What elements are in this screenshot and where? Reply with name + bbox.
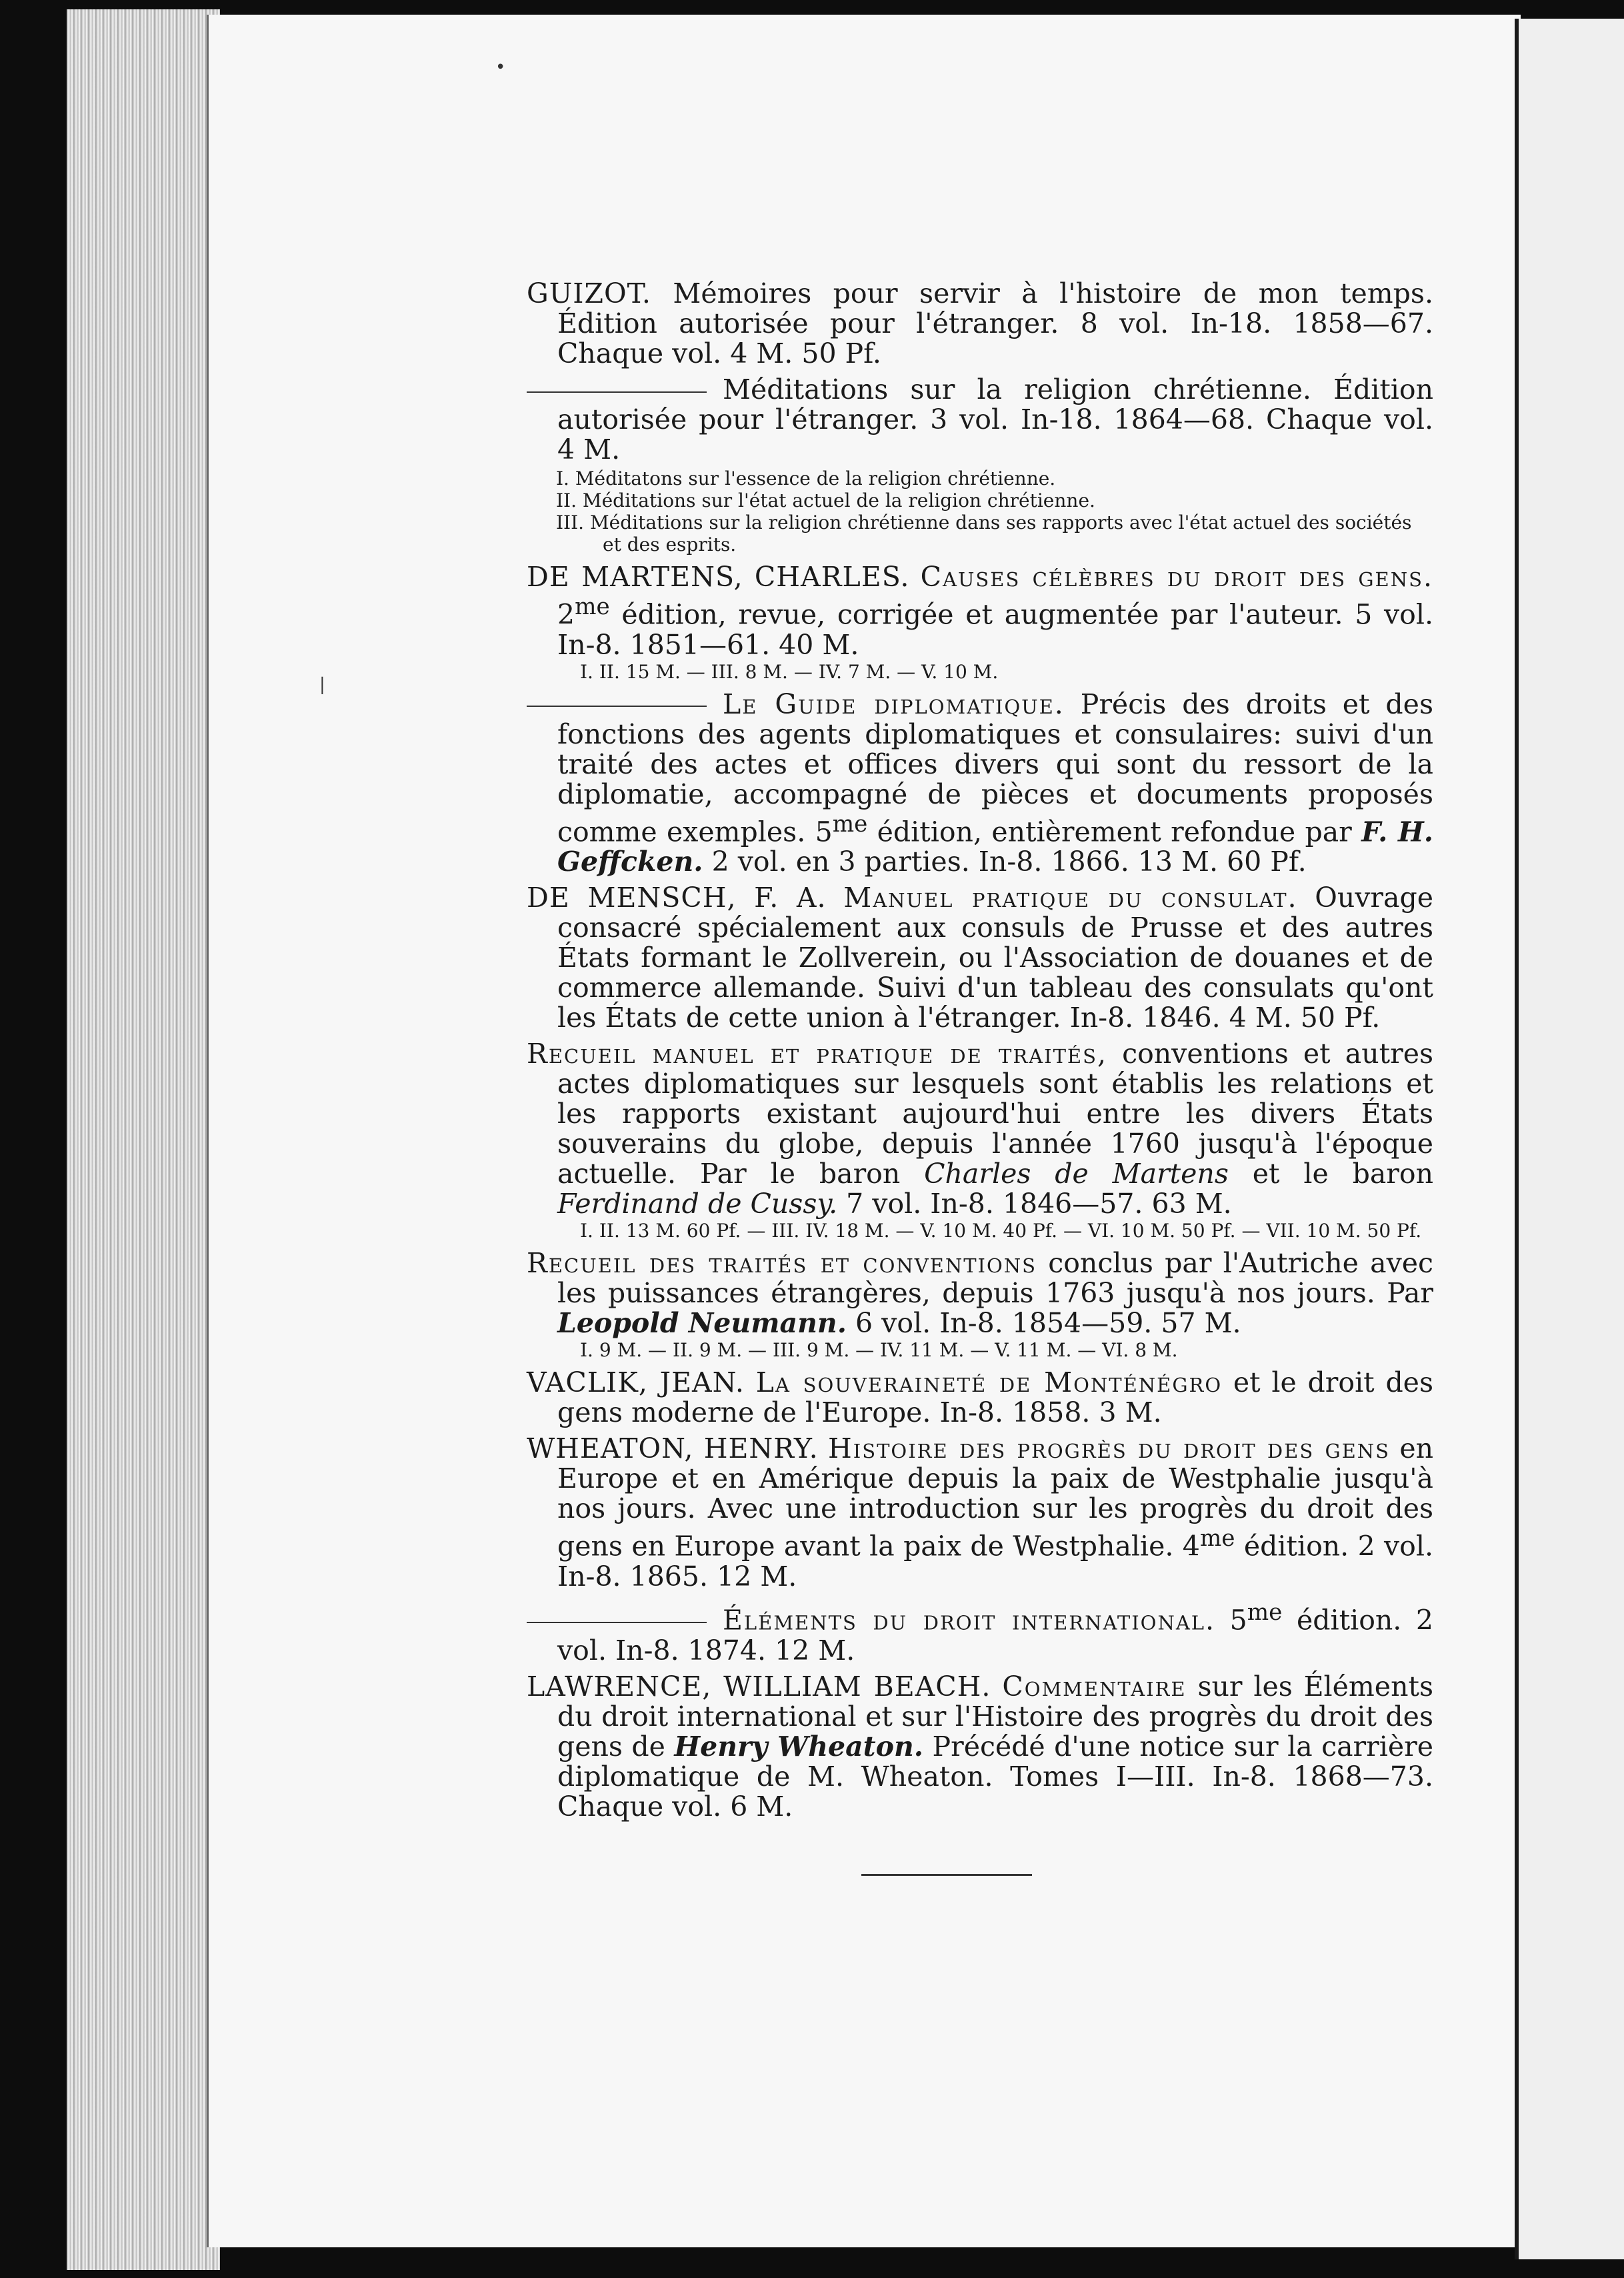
editor-name: Henry Wheaton.	[674, 1730, 924, 1763]
entry-text: Ouvrage consacré spécialement aux consuls de Prusse et des autres États formant le Zollverein, ou l'Association de douanes et de commerce allemande. Suivi d'un tableau des consulats qu'ont les États de cette union à l'étranger. In-8. 1846. 4 M. 50 Pf.	[557, 882, 1433, 1034]
volume-item: I. Méditatons sur l'essence de la religion chrétienne.	[556, 467, 1056, 489]
entry-text: édition, entièrement refondue par	[867, 816, 1362, 848]
entry-text: édition. 2 vol. In-8. 1865. 12 M.	[557, 1530, 1434, 1592]
speck: |	[319, 675, 325, 695]
entry-text: Méditations sur la religion chrétienne. Édition autorisée pour l'étranger. 3 vol. In-18. 1864—68. Chaque vol. 4 M.	[557, 373, 1433, 465]
repeat-author-dash	[527, 706, 707, 707]
entry-text: Précédé d'une notice sur la carrière diplomatique de M. Wheaton. Tomes I—III. In-8. 1868—73. Chaque vol. 6 M.	[557, 1730, 1433, 1823]
price-list: I. II. 15 M. — III. 8 M. — IV. 7 M. — V. 10 M.	[580, 660, 999, 683]
work-title: Manuel pratique du consulat.	[843, 882, 1298, 914]
author-name: LAWRENCE, WILLIAM BEACH.	[527, 1670, 991, 1702]
entry-guizot-memoires	[527, 279, 1433, 369]
entry-text: 7 vol. In-8. 1846—57. 63 M.	[837, 1188, 1232, 1220]
volume-item: III. Méditations sur la religion chrétienne dans ses rapports avec l'état actuel des sociétés et des esprits.	[556, 511, 1412, 555]
repeat-author-dash	[527, 391, 707, 393]
entry-text: et le droit des gens moderne de l'Europe. In-8. 1858. 3 M.	[557, 1366, 1433, 1429]
author-name: VACLIK, JEAN.	[527, 1366, 745, 1399]
entry-text: 6 vol. In-8. 1854—59. 57 M.	[847, 1307, 1241, 1340]
work-title: Éléments du droit international.	[723, 1604, 1216, 1636]
facing-page	[1515, 19, 1624, 2259]
entry-recueil-autriche	[527, 1248, 1433, 1338]
work-title: Le Guide diplomatique.	[723, 688, 1065, 720]
work-title: Commentaire	[1002, 1670, 1187, 1702]
entry-text: en Europe et en Amérique depuis la paix de Westphalie jusqu'à nos jours. Avec une introduction sur les progrès du droit des gens en Europe avant la paix de Westphalie. 4	[557, 1432, 1434, 1562]
editor-name: Ferdinand de Cussy.	[557, 1188, 838, 1220]
repeat-author-dash	[527, 1622, 707, 1623]
entry-text: Mémoires pour servir à l'histoire de mon temps. Édition autorisée pour l'étranger. 8 vol. In-18. 1858—67. Chaque vol. 4 M. 50 Pf.	[557, 277, 1433, 369]
entry-wheaton-elements	[527, 1598, 1433, 1666]
entry-text: édition. 2 vol. In-8. 1874. 12 M.	[557, 1604, 1433, 1666]
price-list: I. II. 13 M. 60 Pf. — III. IV. 18 M. — V. 10 M. 40 Pf. — VI. 10 M. 50 Pf. — VII. 10 M. 50 Pf.	[580, 1220, 1422, 1242]
entry-text: sur les Éléments du droit international et sur l'Histoire des progrès du droit des gens de	[557, 1670, 1433, 1763]
entry-guide-diplomatique	[527, 690, 1433, 878]
speck: •	[495, 57, 506, 77]
entry-vaclik	[527, 1368, 1433, 1428]
entry-text: 5	[1215, 1604, 1247, 1636]
work-title: Histoire des progrès du droit des gens	[828, 1432, 1391, 1465]
author-name: DE MENSCH, F. A.	[527, 882, 827, 914]
editor-name: Leopold Neumann.	[557, 1307, 847, 1340]
editor-name: Charles de Martens	[924, 1158, 1229, 1190]
work-title: Causes célèbres du droit des gens.	[920, 561, 1433, 593]
entry-text: et le baron	[1228, 1158, 1433, 1190]
entry-wheaton-histoire	[527, 1434, 1433, 1592]
work-title: La souveraineté de Monténégro	[755, 1366, 1223, 1399]
editor-name: F. H. Geffcken.	[557, 816, 1433, 878]
work-title: Recueil des traités et conventions	[527, 1247, 1037, 1280]
entry-text: Précis des droits et des fonctions des agents diplomatiques et consulaires: suivi d'un traité des actes et offices divers qui sont du ressort de la diplomatie, accompagné de pièces et documents proposés comme exemples. 5	[557, 688, 1433, 848]
volume-item: II. Méditations sur l'état actuel de la religion chrétienne.	[556, 489, 1095, 511]
entry-text: conclus par l'Autriche avec les puissances étrangères, depuis 1763 jusqu'à nos jours. Par	[557, 1247, 1433, 1310]
entry-de-mensch	[527, 883, 1433, 1033]
author-name: DE MARTENS, CHARLES.	[527, 561, 910, 593]
price-list: I. 9 M. — II. 9 M. — III. 9 M. — IV. 11 M. — V. 11 M. — VI. 8 M.	[580, 1339, 1178, 1362]
catalogue-listing	[527, 279, 1433, 1876]
entry-de-martens-causes	[527, 562, 1433, 660]
entry-text: conventions et autres actes diplomatiques sur lesquels sont établis les relations et les rapports existant aujourd'hui entre les divers États souverains du globe, depuis l'année 1760 jusqu'à l'époque actuelle. Par le baron	[557, 1038, 1434, 1190]
edition-superscript: me	[1199, 1525, 1235, 1552]
edition-number: 2	[557, 598, 575, 631]
entry-lawrence	[527, 1672, 1433, 1822]
work-title: Recueil manuel et pratique de traités,	[527, 1038, 1107, 1070]
volume-list	[527, 467, 1433, 555]
author-name: WHEATON, HENRY.	[527, 1432, 819, 1465]
book-page-edges	[67, 9, 220, 2270]
edition-superscript: me	[832, 810, 868, 838]
closing-rule	[861, 1874, 1032, 1876]
author-name: GUIZOT.	[527, 277, 651, 309]
entry-text: édition, revue, corrigée et augmentée par l'auteur. 5 vol. In-8. 1851—61. 40 M.	[557, 598, 1433, 661]
edition-superscript: me	[1247, 1598, 1283, 1626]
entry-guizot-meditations	[527, 375, 1433, 465]
edition-superscript: me	[575, 594, 610, 620]
entry-recueil-manuel	[527, 1039, 1433, 1219]
entry-text: 2 vol. en 3 parties. In-8. 1866. 13 M. 60 Pf.	[703, 846, 1307, 878]
